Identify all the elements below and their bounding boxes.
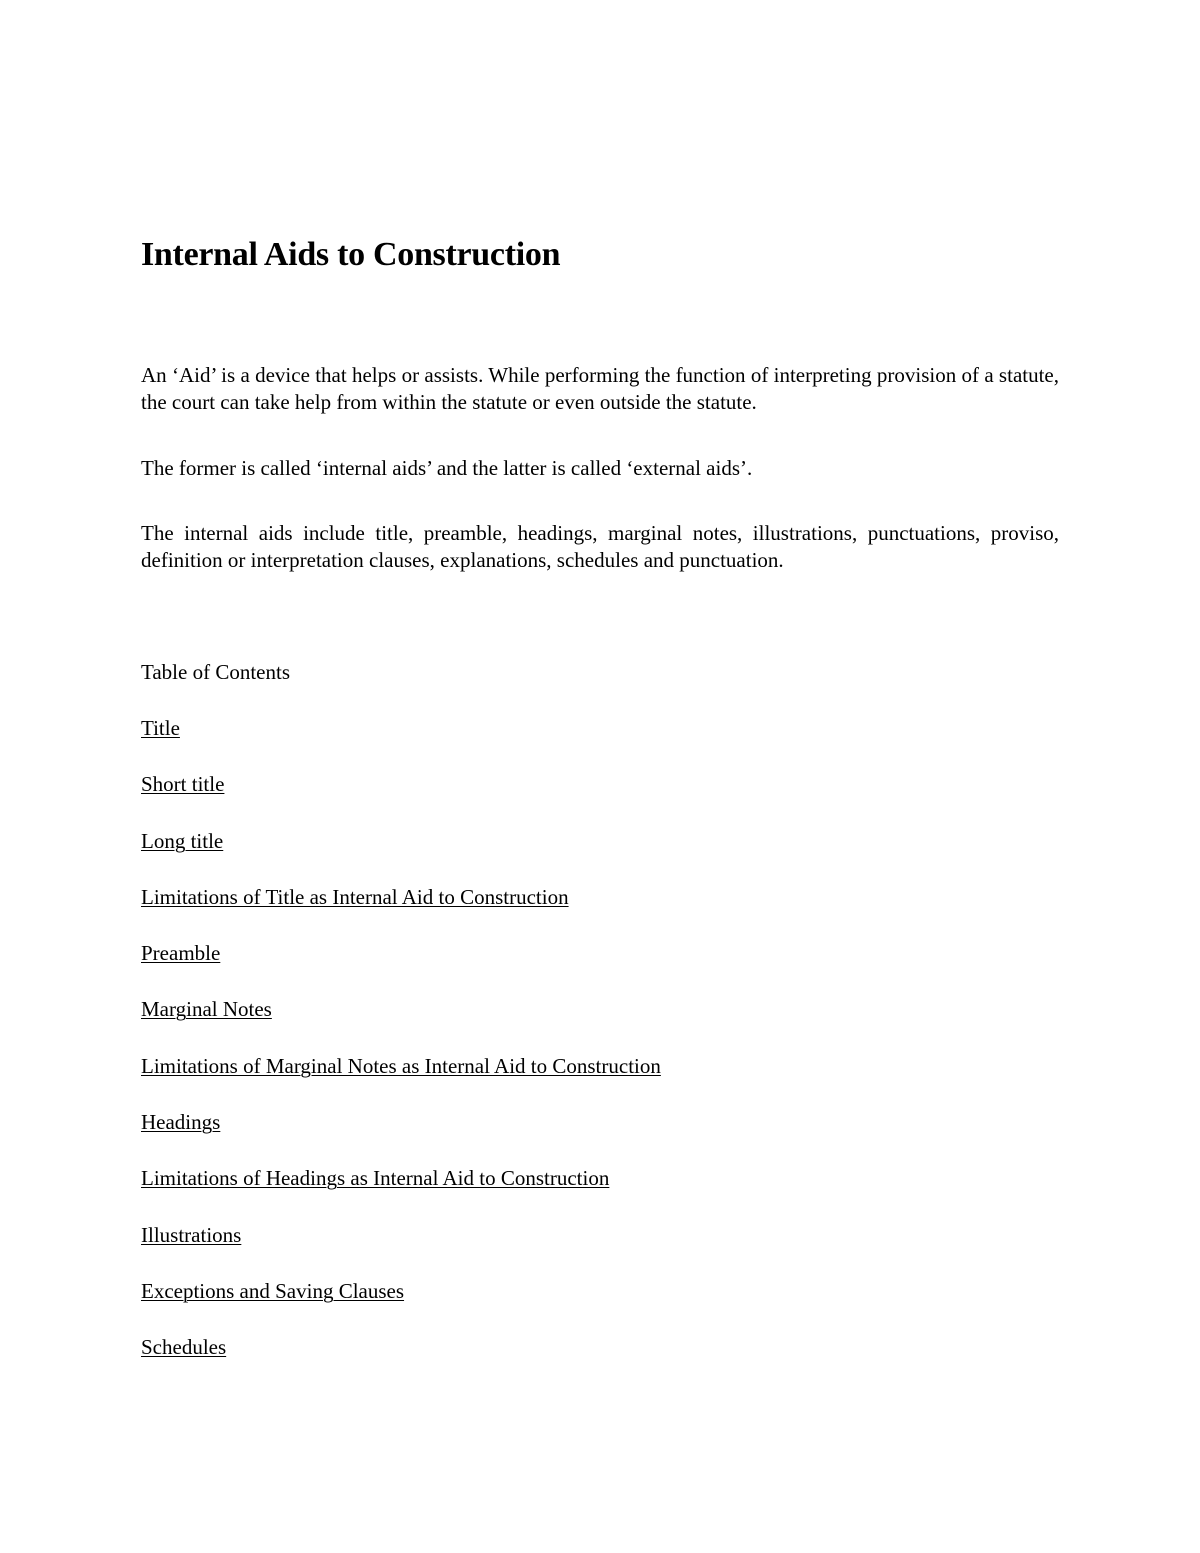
document-title: Internal Aids to Construction	[141, 236, 561, 273]
toc-item	[141, 1165, 661, 1221]
toc-item	[141, 884, 661, 940]
toc-heading: Table of Contents	[141, 660, 290, 684]
toc-link-limitations-of-headings[interactable]: Limitations of Headings as Internal Aid to Construction	[141, 1166, 610, 1191]
toc-link-long-title[interactable]: Long title	[141, 828, 224, 853]
toc-link-limitations-of-marginal-notes[interactable]: Limitations of Marginal Notes as Internal Aid to Construction	[141, 1053, 661, 1078]
toc-link-limitations-of-title[interactable]: Limitations of Title as Internal Aid to Construction	[141, 884, 569, 909]
toc-link-title[interactable]: Title	[141, 716, 180, 740]
toc-link-schedules[interactable]: Schedules	[141, 1335, 227, 1360]
toc-link-headings[interactable]: Headings	[141, 1110, 221, 1135]
toc-item	[141, 1334, 661, 1390]
table-of-contents	[141, 715, 661, 1391]
toc-item	[141, 1222, 661, 1278]
aids-classification-paragraph: The former is called ‘internal aids’ and the latter is called ‘external aids’.	[141, 456, 753, 480]
toc-link-illustrations[interactable]: Illustrations	[141, 1222, 242, 1247]
internal-aids-list-paragraph: The internal aids include title, preamble, headings, marginal notes, illustrations, punctuations, proviso, definition or interpretation clauses, explanations, schedules and punctuation.	[141, 521, 1059, 572]
toc-item	[141, 1053, 661, 1109]
toc-item	[141, 996, 661, 1052]
toc-item	[141, 715, 661, 771]
toc-item	[141, 828, 661, 884]
intro-paragraph: An ‘Aid’ is a device that helps or assists. While performing the function of interpreting provision of a statute, the court can take help from within the statute or even outside the statute.	[141, 363, 1059, 414]
toc-link-short-title[interactable]: Short title	[141, 772, 225, 797]
toc-link-preamble[interactable]: Preamble	[141, 941, 221, 966]
toc-item	[141, 940, 661, 996]
toc-item	[141, 1278, 661, 1334]
toc-item	[141, 1109, 661, 1165]
toc-link-marginal-notes[interactable]: Marginal Notes	[141, 997, 272, 1022]
toc-item	[141, 771, 661, 827]
toc-link-exceptions-and-saving-clauses[interactable]: Exceptions and Saving Clauses	[141, 1278, 405, 1303]
